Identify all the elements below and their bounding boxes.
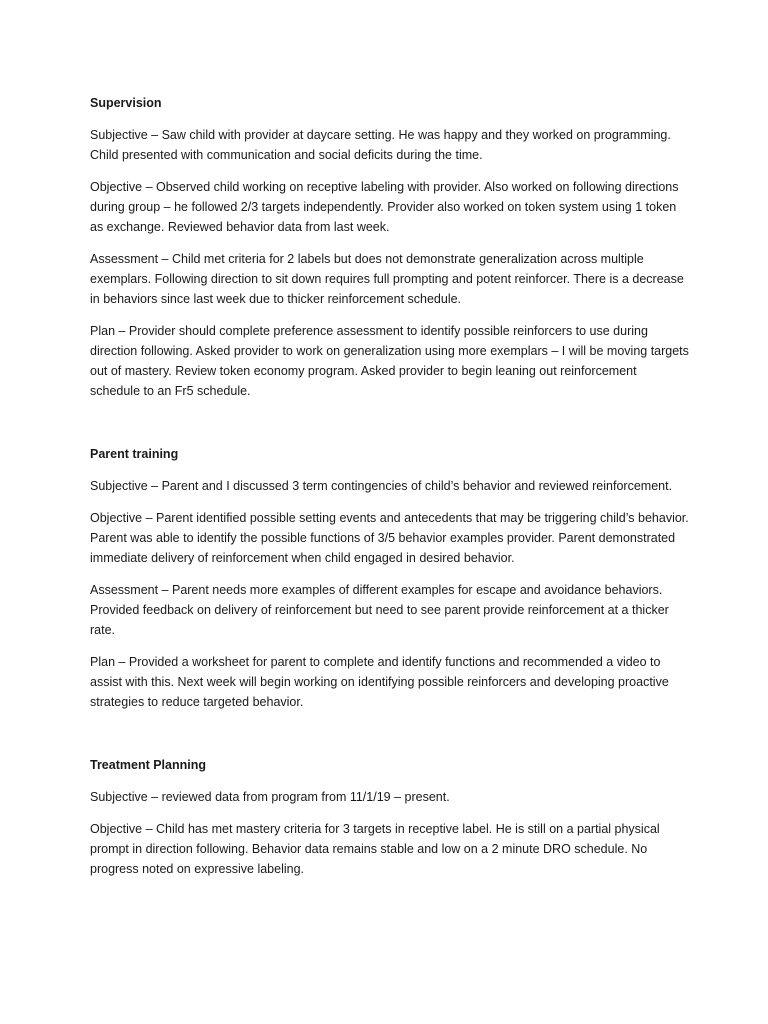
section-title: Parent training [90,447,179,461]
paragraph-plan: Plan – Provided a worksheet for parent to complete and identify functions and recommended a video to assist with this. Next week will begin working on identifying possible reinforcers and developing proactive strategies to reduce targeted behavior. [90,655,669,709]
paragraph-subjective: Subjective – Parent and I discussed 3 term contingencies of child’s behavior and reviewed reinforcement. [90,479,673,493]
paragraph-subjective: Subjective – reviewed data from program from 11/1/19 – present. [90,790,450,804]
paragraph-assessment: Assessment – Child met criteria for 2 labels but does not demonstrate generalization across multiple exemplars. Following direction to sit down requires full prompting and potent reinforcer. There is a decrease in behaviors since last week due to thicker reinforcement schedule. [90,252,684,306]
paragraph-plan: Plan – Provider should complete preference assessment to identify possible reinforcers to use during direction following. Asked provider to work on generalization using more exemplars – I will be moving targets out of mastery. Review token economy program. Asked provider to begin leaning out reinforcement schedule to an Fr5 schedule. [90,324,689,398]
section-treatment-planning [90,756,690,879]
paragraph-assessment: Assessment – Parent needs more examples of different examples for escape and avoidance behaviors. Provided feedback on delivery of reinforcement but need to see parent provide reinforcement at a thicker rate. [90,583,669,637]
section-parent-training [90,445,690,712]
document-page [90,94,690,891]
section-supervision [90,94,690,401]
paragraph-objective: Objective – Child has met mastery criteria for 3 targets in receptive label. He is still on a partial physical prompt in direction following. Behavior data remains stable and low on a 2 minute DRO schedule. No progress noted on expressive labeling. [90,822,660,876]
paragraph-subjective: Subjective – Saw child with provider at daycare setting. He was happy and they worked on programming. Child presented with communication and social deficits during the time. [90,128,671,162]
paragraph-objective: Objective – Observed child working on receptive labeling with provider. Also worked on following directions during group – he followed 2/3 targets independently. Provider also worked on token system using 1 token as exchange. Reviewed behavior data from last week. [90,180,679,234]
paragraph-objective: Objective – Parent identified possible setting events and antecedents that may be triggering child’s behavior. Parent was able to identify the possible functions of 3/5 behavior examples provider. Parent demonstrated immediate delivery of reinforcement when child engaged in desired behavior. [90,511,689,565]
section-title: Supervision [90,96,162,110]
section-title: Treatment Planning [90,758,206,772]
